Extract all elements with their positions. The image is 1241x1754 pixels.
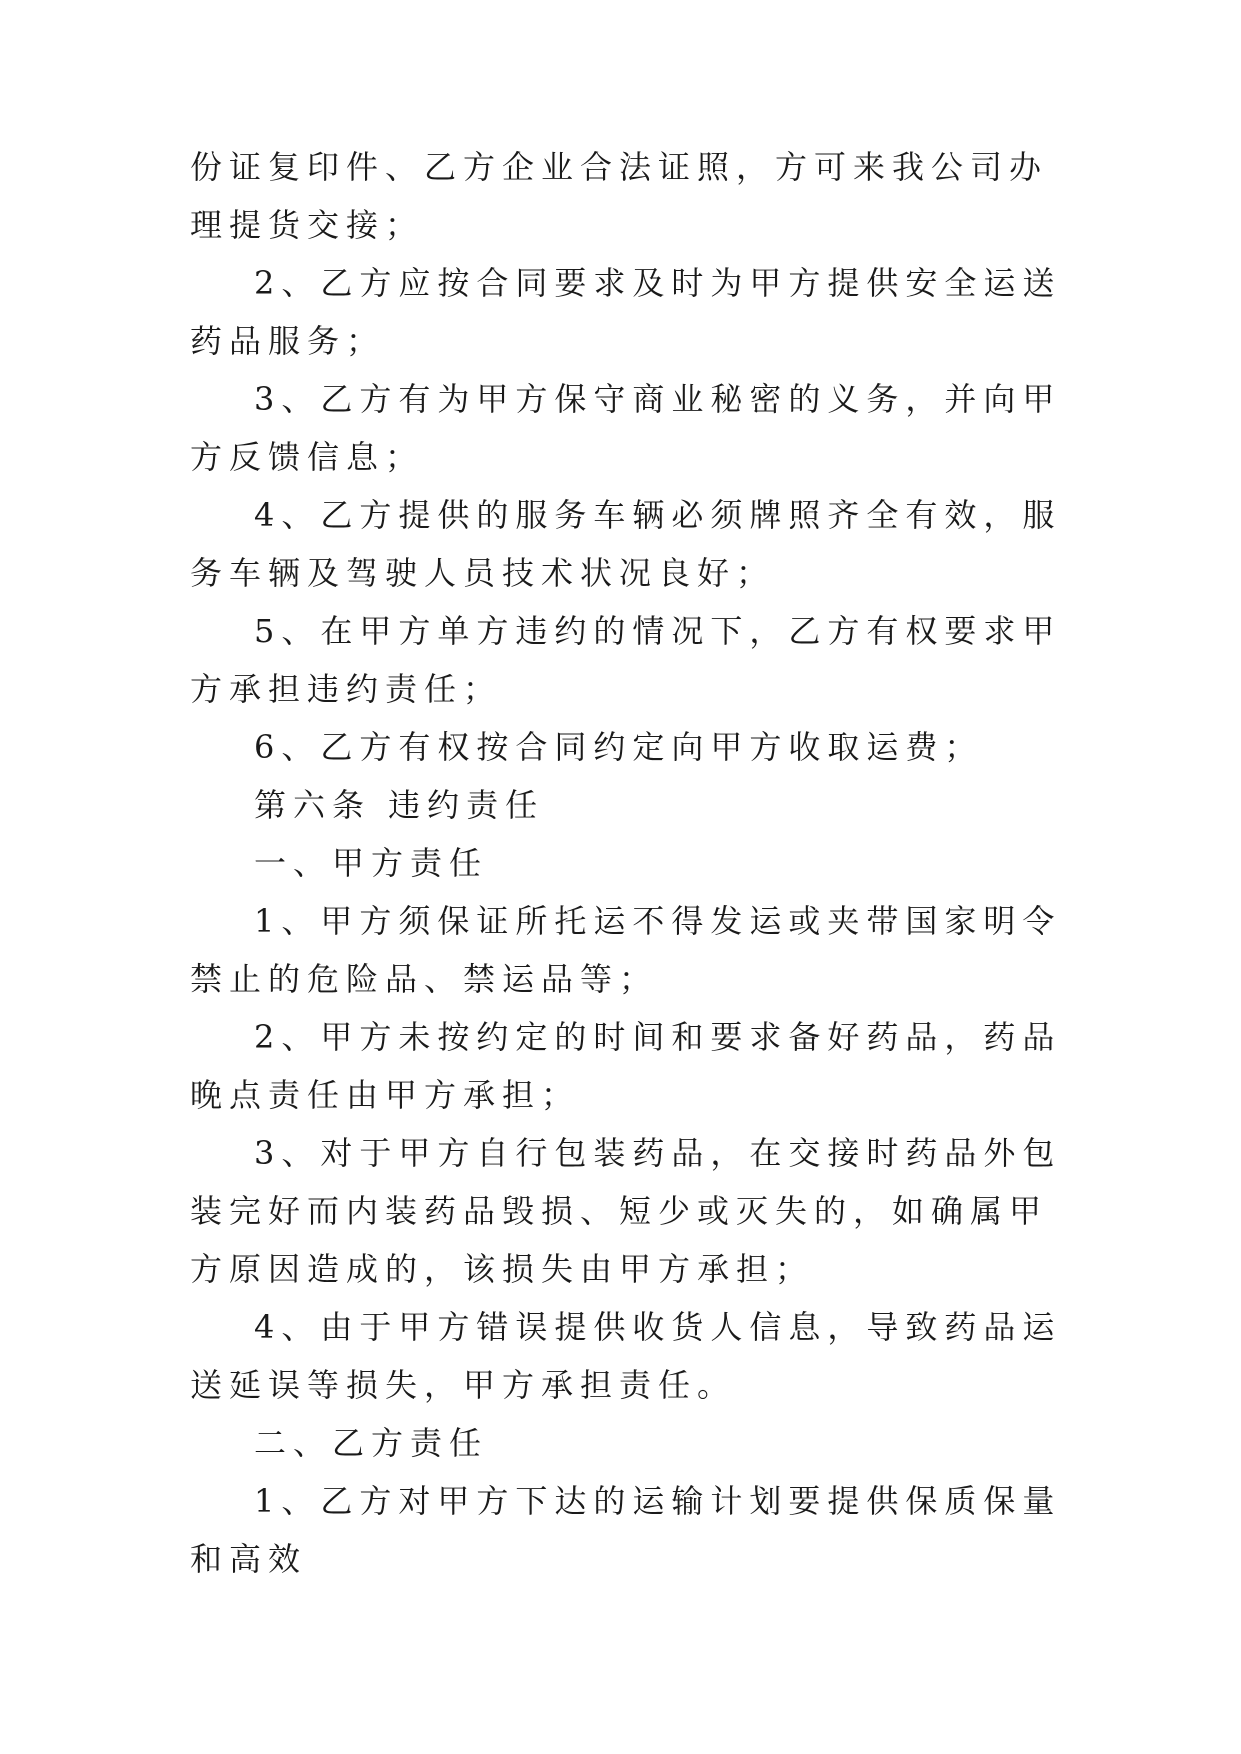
paragraph-a-item-1: 1、甲方须保证所托运不得发运或夹带国家明令禁止的危险品、禁运品等； (190, 902, 1062, 998)
section-heading-article-6: 第六条 违约责任 (254, 786, 545, 824)
paragraph-item-6: 6、乙方有权按合同约定向甲方收取运费； (254, 728, 984, 766)
subheading-party-a-liability: 一、甲方责任 (254, 844, 489, 882)
paragraph-a-item-2: 2、甲方未按约定的时间和要求备好药品，药品晚点责任由甲方承担； (190, 1018, 1062, 1114)
paragraph-item-5: 5、在甲方单方违约的情况下，乙方有权要求甲方承担违约责任； (190, 612, 1062, 708)
paragraph-continuation: 份证复印件、乙方企业合法证照，方可来我公司办理提货交接； (190, 148, 1049, 244)
subheading-party-b-liability: 二、乙方责任 (254, 1424, 489, 1462)
paragraph-a-item-3: 3、对于甲方自行包装药品，在交接时药品外包装完好而内装药品毁损、短少或灭失的，如确属甲方原因造成的，该损失由甲方承担； (190, 1134, 1062, 1288)
paragraph-item-3: 3、乙方有为甲方保守商业秘密的义务，并向甲方反馈信息； (190, 380, 1062, 476)
paragraph-item-4: 4、乙方提供的服务车辆必须牌照齐全有效，服务车辆及驾驶人员技术状况良好； (190, 496, 1062, 592)
document-page (190, 138, 1070, 1588)
paragraph-b-item-1: 1、乙方对甲方下达的运输计划要提供保质保量和高效 (190, 1482, 1062, 1578)
paragraph-a-item-4: 4、由于甲方错误提供收货人信息，导致药品运送延误等损失，甲方承担责任。 (190, 1308, 1062, 1404)
paragraph-item-2: 2、乙方应按合同要求及时为甲方提供安全运送药品服务； (190, 264, 1062, 360)
